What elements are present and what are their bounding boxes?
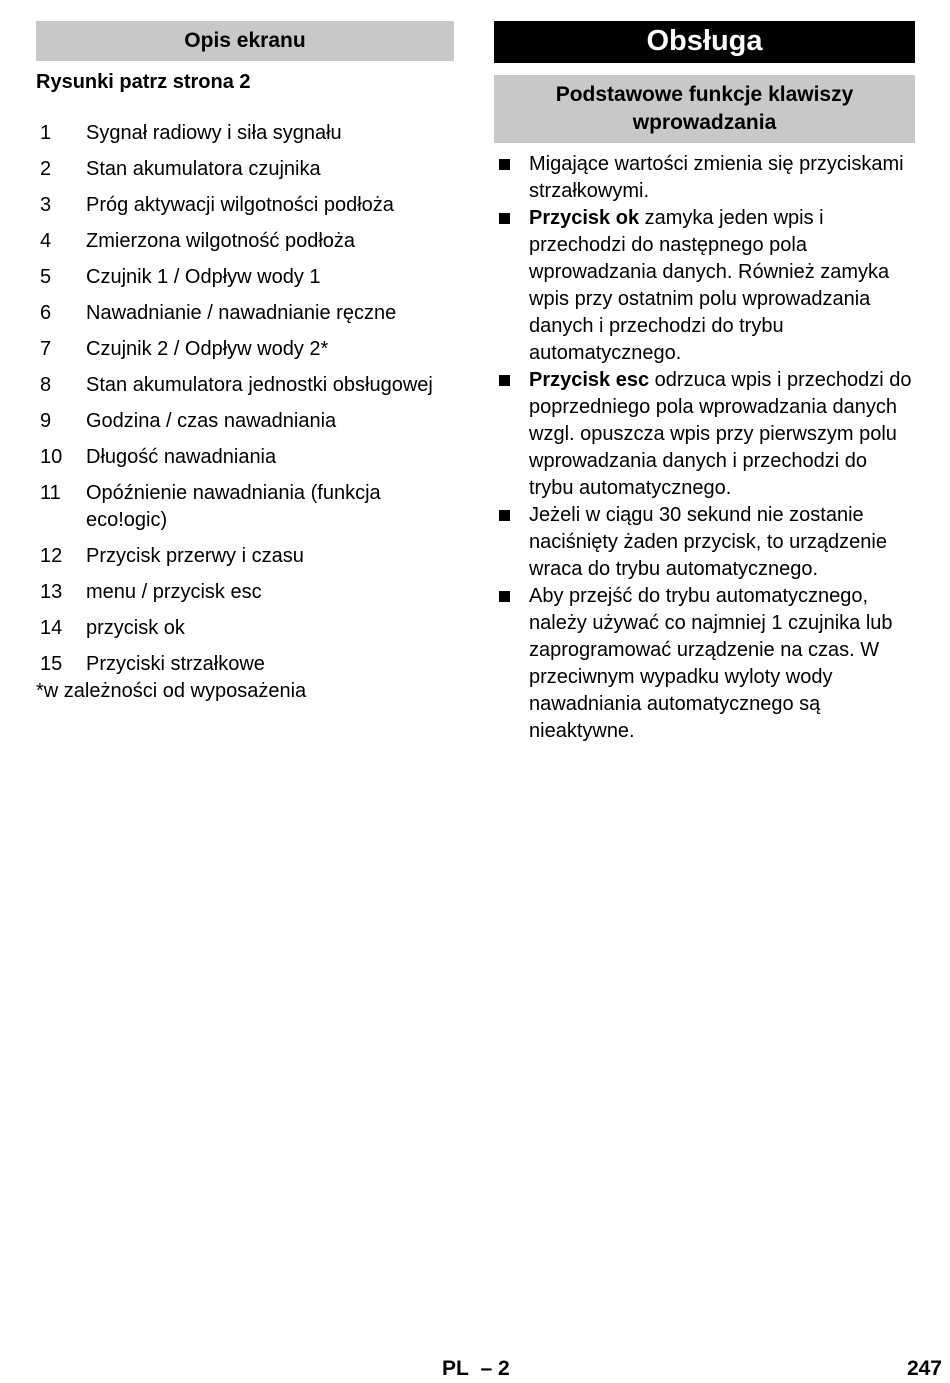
legend-number: 14 bbox=[40, 617, 63, 639]
bullet-item bbox=[494, 151, 915, 205]
legend-item bbox=[36, 543, 454, 570]
bullet-text-bold: Przycisk ok bbox=[529, 207, 640, 229]
legend-number: 1 bbox=[40, 122, 52, 144]
legend-item bbox=[36, 264, 454, 291]
footer-page-ref: – 2 bbox=[480, 1357, 510, 1380]
square-bullet-icon bbox=[494, 367, 529, 502]
legend-text: Stan akumulatora jednostki obsługowej bbox=[86, 374, 433, 396]
legend-item bbox=[36, 120, 454, 147]
right-column bbox=[494, 21, 915, 745]
figure-reference: Rysunki patrz strona 2 bbox=[36, 71, 251, 93]
legend-item bbox=[36, 651, 454, 678]
legend-number: 10 bbox=[40, 446, 63, 468]
legend-text: menu / przycisk esc bbox=[86, 581, 262, 603]
legend-item bbox=[36, 228, 454, 255]
legend-text: Przycisk przerwy i czasu bbox=[86, 545, 304, 567]
section-title-display: Opis ekranu bbox=[36, 21, 454, 61]
footer-language: PL bbox=[442, 1357, 469, 1380]
legend-text: Opóźnienie nawadniania (funkcja eco!ogic) bbox=[86, 482, 381, 531]
legend-item bbox=[36, 579, 454, 606]
bullet-item bbox=[494, 367, 915, 502]
footer-page-number: 247 bbox=[906, 1357, 942, 1380]
square-bullet-icon bbox=[494, 583, 529, 745]
legend-item bbox=[36, 336, 454, 363]
legend-number: 13 bbox=[40, 581, 63, 603]
legend-number: 2 bbox=[40, 158, 52, 180]
bullet-text-body: Aby przejść do trybu automatycznego, należy używać co najmniej 1 czujnika lub zaprogramować urządzenie na czas. W przeciwnym wypadku wyloty wody nawadniania automatycznego są nieaktywne. bbox=[529, 585, 893, 742]
legend-text: Przyciski strzałkowe bbox=[86, 653, 265, 675]
legend-number: 8 bbox=[40, 374, 52, 396]
legend-number: 9 bbox=[40, 410, 52, 432]
bullet-item bbox=[494, 583, 915, 745]
bullet-text-body: zamyka jeden wpis i przechodzi do następnego pola wprowadzania danych. Również zamyka wpis przy ostatnim polu wprowadzania danych i przechodzi do trybu automatycznego. bbox=[529, 207, 890, 364]
legend-item bbox=[36, 300, 454, 327]
legend-number: 12 bbox=[40, 545, 63, 567]
section-title-input-keys: Podstawowe funkcje klawiszy wprowadzania bbox=[494, 75, 915, 143]
bullet-text bbox=[529, 367, 915, 502]
legend-item bbox=[36, 156, 454, 183]
legend-number: 15 bbox=[40, 653, 63, 675]
legend-item bbox=[36, 615, 454, 642]
chapter-title-operation: Obsługa bbox=[494, 21, 915, 63]
legend-number: 3 bbox=[40, 194, 52, 216]
footer-language-page bbox=[442, 1356, 510, 1382]
legend-list bbox=[36, 120, 454, 678]
legend-text: Zmierzona wilgotność podłoża bbox=[86, 230, 356, 252]
legend-item bbox=[36, 480, 454, 534]
equipment-footnote: *w zależności od wyposażenia bbox=[36, 680, 307, 702]
square-bullet-icon bbox=[494, 151, 529, 205]
square-bullet-icon bbox=[494, 205, 529, 367]
legend-item bbox=[36, 408, 454, 435]
bullet-text bbox=[529, 205, 915, 367]
legend-text: Godzina / czas nawadniania bbox=[86, 410, 337, 432]
bullet-item bbox=[494, 502, 915, 583]
square-bullet-icon bbox=[494, 502, 529, 583]
legend-number: 11 bbox=[40, 482, 61, 504]
legend-number: 5 bbox=[40, 266, 52, 288]
bullet-text bbox=[529, 151, 915, 205]
legend-number: 7 bbox=[40, 338, 52, 360]
bullet-text bbox=[529, 502, 915, 583]
legend-item bbox=[36, 444, 454, 471]
legend-item bbox=[36, 192, 454, 219]
legend-number: 6 bbox=[40, 302, 52, 324]
legend-text: Stan akumulatora czujnika bbox=[86, 158, 321, 180]
bullet-text-bold: Przycisk esc bbox=[529, 369, 650, 391]
legend-text: Długość nawadniania bbox=[86, 446, 277, 468]
bullet-item bbox=[494, 205, 915, 367]
bullet-text bbox=[529, 583, 915, 745]
bullet-text-body: Jeżeli w ciągu 30 sekund nie zostanie naciśnięty żaden przycisk, to urządzenie wraca do trybu automatycznego. bbox=[529, 504, 887, 580]
legend-text: Nawadnianie / nawadnianie ręczne bbox=[86, 302, 397, 324]
bullet-list bbox=[494, 151, 915, 745]
legend-text: Czujnik 2 / Odpływ wody 2* bbox=[86, 338, 329, 360]
legend-text: przycisk ok bbox=[86, 617, 185, 639]
left-column bbox=[36, 21, 454, 705]
bullet-text-body: Migające wartości zmienia się przyciskami strzałkowymi. bbox=[529, 153, 904, 202]
legend-text: Czujnik 1 / Odpływ wody 1 bbox=[86, 266, 321, 288]
legend-text: Sygnał radiowy i siła sygnału bbox=[86, 122, 342, 144]
legend-text: Próg aktywacji wilgotności podłoża bbox=[86, 194, 394, 216]
bullet-text-body: odrzuca wpis i przechodzi do poprzedniego pola wprowadzania danych wzgl. opuszcza wpis przy pierwszym polu wprowadzania danych i przechodzi do trybu automatycznego. bbox=[529, 369, 912, 499]
legend-number: 4 bbox=[40, 230, 52, 252]
legend-item bbox=[36, 372, 454, 399]
